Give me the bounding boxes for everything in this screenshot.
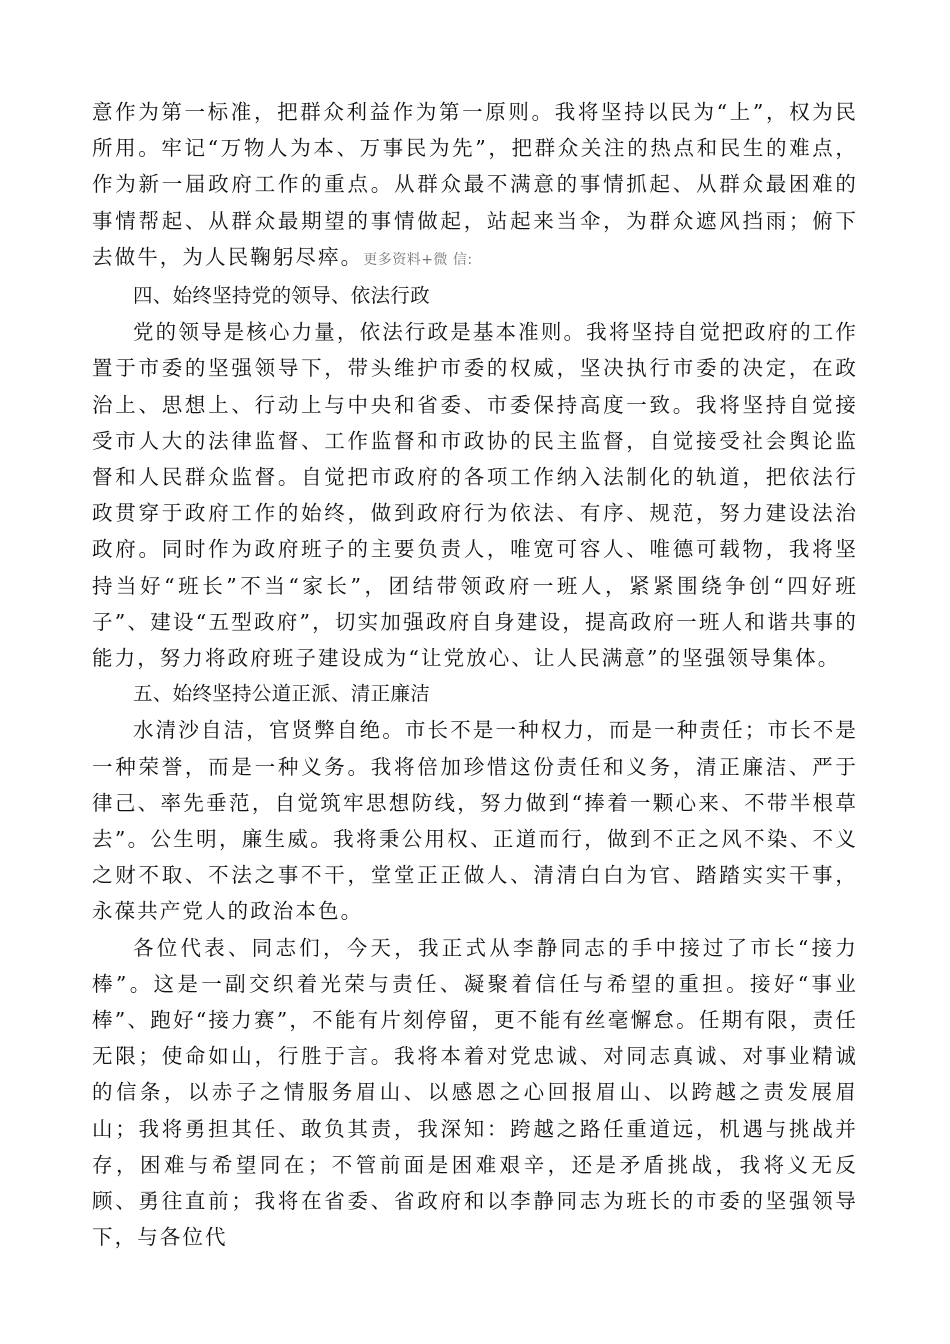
paragraph-text: 意作为第一标准，把群众利益作为第一原则。我将坚持以民为“上”，权为民所用。牢记“万物人为本、万事民为先”，把群众关注的热点和民生的难点，作为新一届政府工作的重点。从群众最不满意的事情抓起、从群众最困难的事情帮起、从群众最期望的事情做起，站起来当伞，为群众遮风挡雨；俯下去做牛，为人民鞠躬尽瘁。 <box>92 100 858 269</box>
paragraph-integrity: 水清沙自洁，官贤弊自绝。市长不是一种权力，而是一种责任；市长不是一种荣誉，而是一种义务。我将倍加珍惜这份责任和义务，清正廉洁、严于律己、率先垂范，自觉筑牢思想防线，努力做到“捧着一颗心来、不带半根草去”。公生明，廉生威。我将秉公用权、正道而行，做到不正之风不染、不义之财不取、不法之事不干，堂堂正正做人、清清白白为官、踏踏实实干事，永葆共产党人的政治本色。 <box>92 718 858 924</box>
paragraph-closing: 各位代表、同志们，今天，我正式从李静同志的手中接过了市长“接力棒”。这是一副交织着光荣与责任、凝聚着信任与希望的重担。接好“事业棒”、跑好“接力赛”，不能有片刻停留，更不能有丝毫懈怠。任期有限，责任无限；使命如山，行胜于言。我将本着对党忠诚、对同志真诚、对事业精诚的信条，以赤子之情服务眉山、以感恩之心回报眉山、以跨越之责发展眉山；我将勇担其任、敢负其责，我深知：跨越之路任重道远，机遇与挑战并存，困难与希望同在；不管前面是困难艰辛，还是矛盾挑战，我将义无反顾、勇往直前；我将在省委、省政府和以李静同志为班长的市委的坚强领导下，与各位代 <box>92 935 858 1250</box>
contact-note: 更多资料+微 信: <box>363 251 473 268</box>
document-page <box>92 94 858 1256</box>
paragraph-party-leadership: 党的领导是核心力量，依法行政是基本准则。我将坚持自觉把政府的工作置于市委的坚强领导下，带头维护市委的权威，坚决执行市委的决定，在政治上、思想上、行动上与中央和省委、市委保持高度一致。我将坚持自觉接受市人大的法律监督、工作监督和市政协的民主监督，自觉接受社会舆论监督和人民群众监督。自觉把市政府的各项工作纳入法制化的轨道，把依法行政贯穿于政府工作的始终，做到政府行为依法、有序、规范，努力建设法治政府。同时作为政府班子的主要负责人，唯宽可容人、唯德可载物，我将坚持当好“班长”不当“家长”，团结带领政府一班人，紧紧围绕争创“四好班子”、建设“五型政府”，切实加强政府自身建设，提高政府一班人和谐共事的能力，努力将政府班子建设成为“让党放心、让人民满意”的坚强领导集体。 <box>92 320 858 671</box>
paragraph-people-first <box>92 94 858 278</box>
section-heading-4: 四、始终坚持党的领导、依法行政 <box>133 284 431 308</box>
section-heading-5: 五、始终坚持公道正派、清正廉洁 <box>133 682 431 706</box>
